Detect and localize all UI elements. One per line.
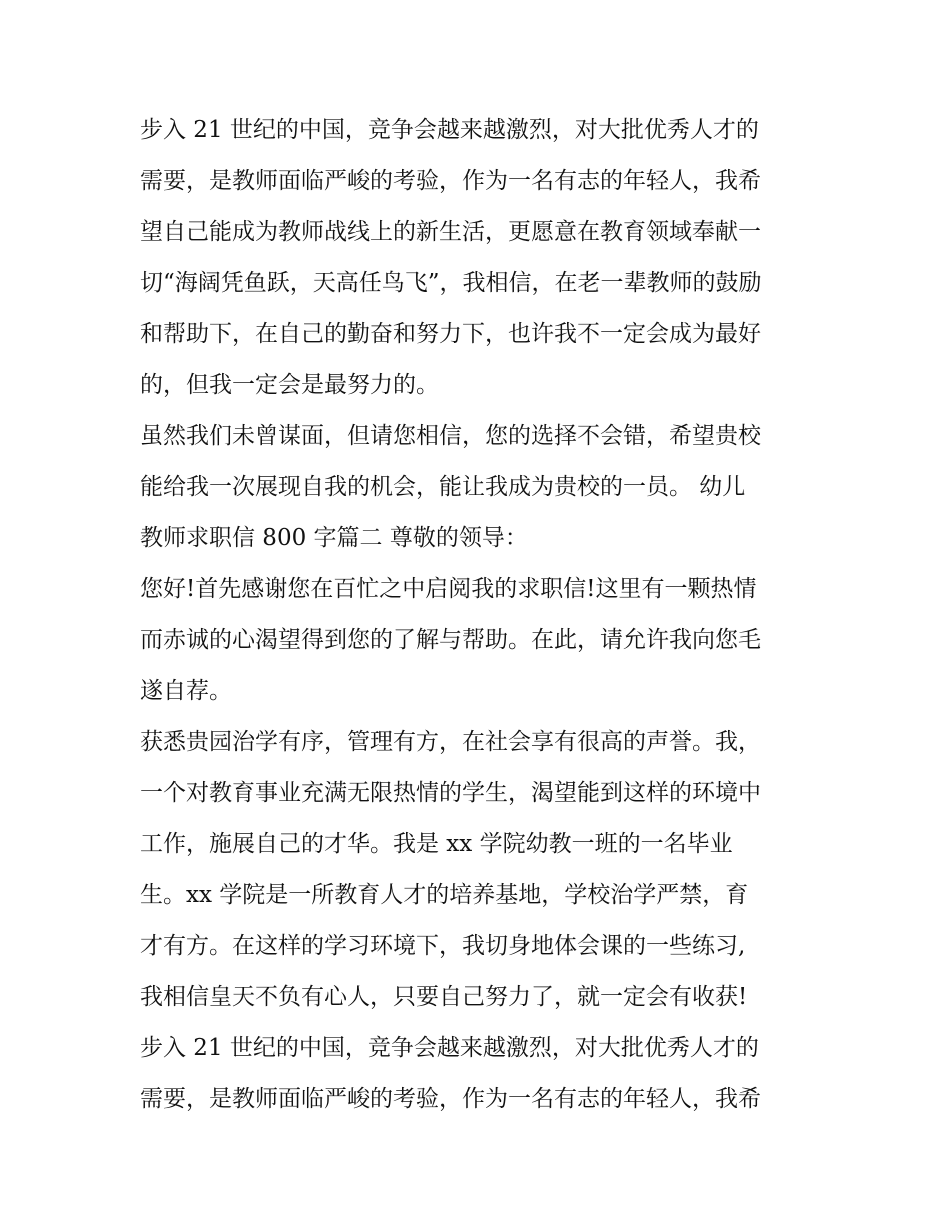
text-line: 步入 21 世纪的中国，竞争会越来越激烈，对大批优秀人才的 — [140, 1035, 759, 1061]
body-text — [140, 105, 820, 1125]
text-line: 的，但我一定会是最努力的。 — [140, 372, 439, 398]
text-line: 能给我一次展现自我的机会，能让我成为贵校的一员。 幼儿 — [140, 474, 746, 500]
text-line: 我相信皇天不负有心人，只要自己努力了，就一定会有收获! — [140, 984, 748, 1010]
text-line: 切“海阔凭鱼跃，天高任鸟飞”，我相信，在老一辈教师的鼓励 — [140, 270, 762, 296]
text-line: 需要，是教师面临严峻的考验，作为一名有志的年轻人，我希 — [140, 168, 761, 194]
text-line: 生。xx 学院是一所教育人才的培养基地，学校治学严禁，育 — [140, 882, 749, 908]
text-line: 工作，施展自己的才华。我是 xx 学院幼教一班的一名毕业 — [140, 831, 733, 857]
text-line: 您好!首先感谢您在百忙之中启阅我的求职信!这里有一颗热情 — [140, 576, 757, 602]
text-line: 望自己能成为教师战线上的新生活，更愿意在教育领域奉献一 — [140, 219, 761, 245]
text-line: 虽然我们未曾谋面，但请您相信，您的选择不会错，希望贵校 — [140, 423, 761, 449]
text-line: 而赤诚的心渴望得到您的了解与帮助。在此，请允许我向您毛 — [140, 627, 761, 653]
text-line: 遂自荐。 — [140, 678, 232, 704]
text-line: 和帮助下，在自己的勤奋和努力下，也许我不一定会成为最好 — [140, 321, 761, 347]
text-line: 教师求职信 800 字篇二 尊敬的领导： — [140, 525, 528, 551]
text-line: 一个对教育事业充满无限热情的学生，渴望能到这样的环境中 — [140, 780, 761, 806]
text-line: 才有方。在这样的学习环境下，我切身地体会课的一些练习, — [140, 933, 746, 959]
text-line: 步入 21 世纪的中国，竞争会越来越激烈，对大批优秀人才的 — [140, 117, 759, 143]
text-line: 获悉贵园治学有序，管理有方，在社会享有很高的声誉。我， — [140, 729, 761, 755]
text-line: 需要，是教师面临严峻的考验，作为一名有志的年轻人，我希 — [140, 1086, 761, 1112]
